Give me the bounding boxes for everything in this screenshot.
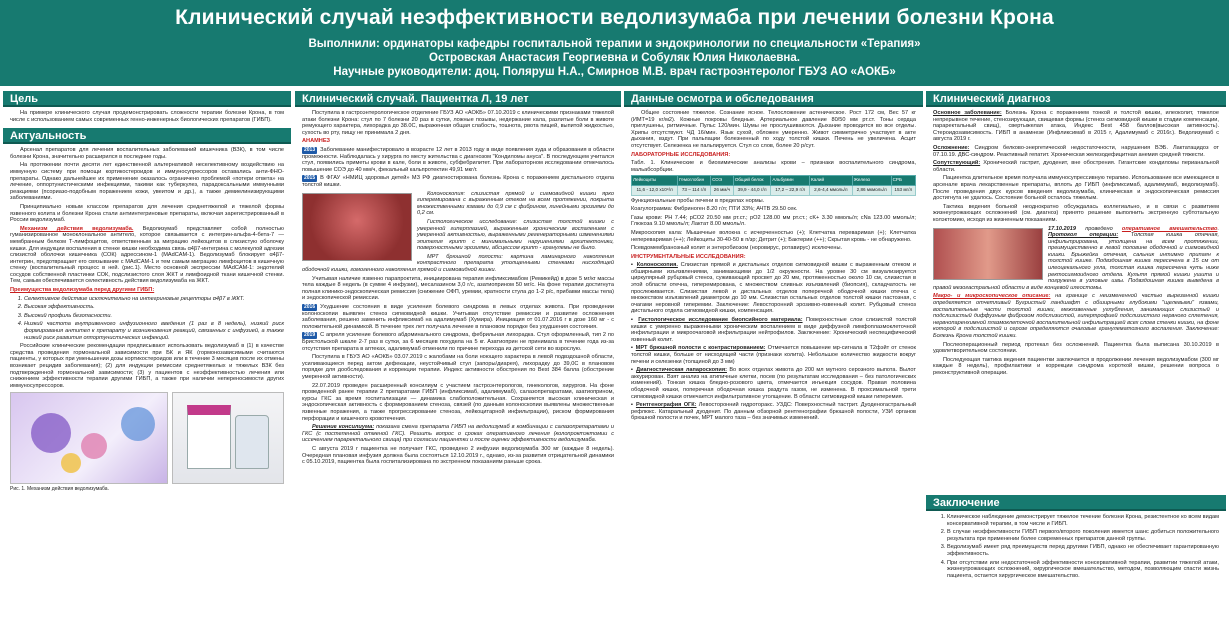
year-badge: 2019 xyxy=(304,332,316,339)
exam-p2: Функциональные пробы печени в пределах нормы. xyxy=(631,197,765,204)
authors-names: Островская Анастасия Георгиевна и Собуляк Юлия Николаевна. xyxy=(429,52,800,64)
laparoscopy-block: ▪ Диагностическая лапароскопия: Во всех отделах живота до 200 мл мутного серозного выпота. Вылот аккурирован. Взят анализ на атипичные клетки, посев (по результатам исследования – без патологических изменений). Тонкая кишка бледно-розового цвета, отмечается инъекция сосудов. Правая половина ободочной кишки, поперечная ободочная кишка раздута газом, не изменена. В проксимальной трети сигмовидной кишки отмечается инфильтративное утолщение. В области сигмовидной кишки гиперемия. xyxy=(631,367,916,400)
table-header: Гемоглобин xyxy=(678,176,711,186)
anamnesis-2019-text: С апреля усиление болевого абдоминального синдрома, фебрильная лихорадка. Стул оформленный, тип 2 по Бристольской шкале 2-7 раз в сутки, за 6 месяцев похудела на 5 кг. Азатиоприн не принимала в течение года из-за отсутствия препарата в аптеках, адалимумаб отменили по причине перехода из детской сети во взрослую. xyxy=(302,332,614,352)
main-disease-text: Болезнь Крона с поражением тонкой и толстой кишки, илеоколит, тяжелое непрерывное течение, стенозирующая, свищевая формы (стеноз сигмовидной кишки в стадии компенсации, параректальный свищ), свертыжелая атака, Индекс Best 458 баллов(высокая активность). Стероидозависимость. ГИБП в анамнезе (Инфликсимаб в 2015 г, Адалимумаб с 2016г.). Ведолизумаб с августа 2019 г. xyxy=(933,110,1219,143)
table-header: Лейкоциты xyxy=(632,176,678,186)
year-badge: 2013 xyxy=(304,146,316,153)
diagnosis-p2: Тактика ведения больной неоднократно обсуждалась коллегиально, и в связи с развитием жизнеугрожающих осложнений (см. диагноз) принято решение выполнить экстренную субтотальную колэктомию, исходя из жизненным показаниям. xyxy=(933,203,1219,223)
advantages-list xyxy=(10,296,284,342)
comorbidity xyxy=(933,160,1219,173)
operation-label: оперативное вмешательство xyxy=(1121,225,1218,232)
laparoscopy-label: Диагностическая лапароскопия: xyxy=(636,367,727,374)
lab-title: ЛАБОРАТОРНЫЕ ИССЛЕДОВАНИЯ: xyxy=(631,151,731,158)
xray-label: Рентгенография ОГК: xyxy=(635,402,697,409)
exam-p3: Коагулограмма: Фибриноген 8.20 г/л; ПТИ 33%; АЧТВ 29.50 сек. xyxy=(631,206,798,213)
relevance-p2: На протяжении почти десяти лет единственной альтернативой неселективному воздействию на иммунную систему при помощи кортикостероидов и иммуносупрессоров оставались анти-ФНО-препараты. Однако дальнейшее их применение оказалось ограничено проблемой «потери ответа» на лечение, оппортунистическими инфекциями, такими как туберкулез, парадоксальными иммунными реакциями (псориазо-подобным поражением кожи, увеитом и др.), а также демиелинизирующими заболеваниями. xyxy=(10,162,284,202)
supervisors-line: Научные руководители: доц. Поляруш Н.А., Смирнов М.В. врач гастроэнтеролог ГБУЗ АО «АОКБ» xyxy=(333,66,896,78)
anamnesis-2013 xyxy=(302,147,614,173)
table-cell: 11,6 - 12,0 х10⁹/л xyxy=(632,185,678,195)
diagnosis-body xyxy=(926,107,1226,495)
year-badge: 2016 xyxy=(304,304,316,311)
list-item: 3. Высокий профиль безопасности. xyxy=(24,313,284,320)
surgery-image xyxy=(933,228,1043,280)
figure-caption: Рис. 1. Механизм действия ведолизумаба. xyxy=(10,486,109,493)
poster-header xyxy=(0,0,1229,86)
mrt-result: Отмечается повышение мр-сигнала в Т2фэйт от стенок толстой кишки, больше от нисходящей части (признаки колита). Небольшое количество жидкости вокруг печени и селезенки (толщиной до 3 мм) xyxy=(631,345,916,365)
anamnesis-2016-text: Ухудшение состояния в виде усиления болевого синдрома в левых отделах живота. При проведении колоноскопии выявлен стеноз сигмовидной кишки. Учитывая отсутствие ремиссии и развитие осложнения заболевания, решено заменить инфликсимаб на адалимумаб (Хумира). Инициация от 01.07.2016 г в дозе 160 мг - с положительной динамикой. В течение трех лет получала лечение в плановом порядке без ухудшения состояния. xyxy=(302,304,614,330)
anamnesis-2015-text: В ФГАУ «НМИЦ здоровья детей» МЗ РФ диагностирована болезнь Крона с поражением дистального отдела толстой кишки. xyxy=(302,175,614,188)
admission-text: Поступила в ГБУЗ АО «АОКБ» 03.07.2019 с жалобами на боли ноющего характера в левой подвздошной области, усиливающиеся перед актом дефекации, неустойчивый стул (запоры/диарея), лихорадку до 39,0С в плановом порядке для дообследования и коррекции терапии. Индекс активности обострения по Best 384 балла (обострение умеренной активности). xyxy=(302,354,614,380)
colonoscopy-text: Колоноскопия: слизистая прямой и сигмовидной кишки ярко гиперемирована с выраженным отеком на всем протяжении, покрыта множественными язвами до 0,9 см с фибрином, линейными эрозиями до 0,2 см. xyxy=(417,190,614,217)
list-item: 1. Клиническое наблюдение демонстрирует тяжелое течение болезни Крона, резистентное ко всем видам консервативной терапии, в том числе и ГИБП. xyxy=(947,514,1219,527)
vedolizumab-course-text: С августа 2019 г пациентка не получает ГКС, проведено 2 инфузии ведолизумаба 300 мг (каждые 8 недель). Очередная плановая инфузия должна была состояться 12.10.2019 г., однако, из-за развития отрицательной динамики с 05.10.2019, пациентка была госпитализирована по экстренном показаниям раньше срока. xyxy=(302,445,614,466)
mechanism-figure xyxy=(10,392,284,484)
lab-table xyxy=(631,175,916,195)
diagnosis-p4: Последующая тактика ведения пациентки заключается в продолжении лечения ведолизумабом (300 мг каждые 8 недель), профилактики и коррекции синдрома короткой кишки, решении вопроса о реконструктивной операции. xyxy=(933,356,1219,376)
case-body xyxy=(295,107,621,471)
exam-p6: Псевдомембранозный колит и энтеробиозом (норовирус, ротавирус) исключены. xyxy=(631,245,843,252)
column-left xyxy=(3,91,291,615)
conclusion-list xyxy=(933,514,1219,579)
table-row xyxy=(632,185,916,195)
council-text: 22.07.2019 проведен расширенный консилиум с участием гастроэнтерологов, гинекологов, хирургов. На фоне проведенной ранее терапии 2 препаратами ГИБП (инфликсимаб, адалимумаб), салазопрепаратами, азатиоприном, курсы ГКС за время госпитализации — динамика слабоположительная. Сохраняется высокая клиническая и эндоскопическая активность с формированием стеноза, связей (по данным колоноскопии выявлены множественные язвенные поражения, а также прогрессирование стеноза, лейкоцитарной инфильтрации), риском формирования перфорации и кишечного кровотечения. xyxy=(302,382,614,422)
xray-result: Левосторонний гидроторакс. УЗДС: Поверхностный тастрит. Дуоденогастральный рефлюкс. Катаральный дуоденит. По данным обзорной рентгенографии брюшной полости, УЗИ органов брюшной полости и почек, МРТ малого таза – без значимых изменений. xyxy=(631,402,916,422)
table-cell: 2,6-4,4 ммоль/л xyxy=(809,185,852,195)
anamnesis-title: АНАМНЕЗ xyxy=(302,138,331,145)
table-header: СОЭ xyxy=(711,176,734,186)
relevance-p3: Принципиально новым классом препаратов для лечения среднетяжелой и тяжелой формы язвенного колита и болезни Крона стали антиинтегриновые препараты, включая зарегистрированный в России ведолизумаб. xyxy=(10,203,284,224)
table-header: Общий белок xyxy=(733,176,770,186)
table-cell: 153 мг/л xyxy=(891,185,915,195)
colonoscopy-result: Слизистая прямой и дистальных отделов сигмовидной кишки с выраженным отеком и обширными изъязвлениями, занимающими до 1/2 окружности. На уровне 30 см визуализируется циркулярный рубцовый стеноз, суживающий просвет до 20 мм, протяженностью около 10 см, слизистая в этой области отечна, гиперемирована, с множеством сливных изъязвлений (биопсия), складчатость не прослеживается. Слизистая левой и дистальных отделов поперечной ободочной кишки отечна с множеством изъязвлений диаметром до 10 мм. Слизистая остальных отделов толстой кишки пастозная, с очагами неровной гиперемии. Заключение: Левосторонний эрозивно-язвенный колит. Рубцовый стеноз дистального отдела сигмовидной кишки, компенсация. xyxy=(631,262,916,315)
mechanism-label: Механизм действия ведолизумаба. xyxy=(20,225,134,232)
diagnosis-p1: Пациентка длительное время получала иммуносупрессивную терапию. Использование все имеющиеся в арсенале врача лекарственные препараты, вплоть до ГИБП (инфликсимаб, адалимумаб, ведолизумаб). После проведения двух курсов введения ведолизумаба, клиническая и эндоскопическая ремиссия достигнута не удалось. Состояние больной осталось тяжелым. xyxy=(933,175,1219,202)
operation-date: 17.10.2019 xyxy=(1048,225,1076,232)
table-cell: 17,2 – 22,9 г/л xyxy=(771,185,810,195)
relevance-p4: Российские клинические рекомендации предписывают использовать ведолизумаб в (1) в качестве средства проведения гормональной зависимости при БК и ЯК (гормонозависимыми считаются пациенты, у которых при уменьшении дозы кортикостероидов или в течение 3 месяцев после их отмены возникает рецидив заболевания); (2) для индукции ремиссии среднетяжелых и тяжелых ВЗК без подтвержденной гормональной зависимости; (3) у пациентов с неэффективностью лечения или снижением эффективности терапии другими ГИБП, а также при наличии непереносимости других иммуносупрессоров. xyxy=(10,343,284,389)
histology-text: Гистологическое исследование: слизистая толстой кишки с умеренной гиперплазией, выраженным хроническим воспалением с умеренной активностью, выраженными регенераторными изменениями эпителия крипт с минимальными нарушениями архитектоники, поверхностными эрозиями, абсцессом крипт - гранулемы не было. xyxy=(417,218,614,252)
table-cell: 73 – 114 г/л xyxy=(678,185,711,195)
exam-p1: Общее состояние тяжелое. Сознание ясное. Телосложение астеническое. Рост 172 см, Вес 57 кг (ИМТ=19 кг/м2). Кожные покровы бледные. Артериальное давление 80/50 мм рт.ст. Тоны сердца приглушены, ритмичные. Пульс 120/мин. Шумы не прослушиваются. Дыхание проводится во все отделы. Хрипы отсутствуют. ЧД 16/мин. Язык сухой, обложен умеренно. Живот симметрично участвует в акте дыхания, вздут. При пальпации болезненный по ходу толстой кишки. Печень не увеличена. Асцит отсутствует. Селезенка не пальпируется. Стул со слов, более 20 р/сут. xyxy=(631,110,916,149)
operation-protocol-text: Толстая кишка отечная, инфильтрирована, утолщена на всем протяжении, преимущественно в левой половине ободочной и сигмовидной кишки. Брыжейка отечная, сальник интимно припаян к толстой кишке. Подвздошная кишка пересечена в 15 см от илеоцекального угла, толстая кишка пересечена чуть ниже ректосигмоидного отдела. Культя прямой кишки ушита и погружена в узловые швы. Подвздошная кишка выведена в правой мезогастральной области в виде концевой илеостомы. xyxy=(933,232,1219,291)
colonoscopy-block: ▪ Колоноскопия. Слизистая прямой и дистальных отделов сигмовидной кишки с выраженным отеком и обширными изъязвлениями, занимающими до 1/2 окружности. На уровне 30 см визуализируется циркулярный рубцовый стеноз, суживающий просвет до 20 мм, протяженностью около 10 см, слизистая в этой области отечна, гиперемирована, с множеством сливных изъязвлений (биопсия), складчатость не прослеживается. Слизистая левой и дистальных отделов поперечной ободочной кишки отечна с множеством изъязвлений диаметром до 10 мм. Слизистая остальных отделов толстой кишки пастозная, с очагами неровной гиперемии. Заключение: Левосторонний эрозивно-язвенный колит. Рубцовый стеноз дистального отдела сигмовидной кишки, компенсация. xyxy=(631,262,916,315)
mrt-text: МРТ брюшной полости: картина ламинарного накопления контрастного препарата утолщенными стенками нисходящей ободочной кишки, гомогенного накопления прямой и сигмовидной кишки. xyxy=(302,253,614,274)
colonoscopy-label: Колоноскопия. xyxy=(636,262,678,269)
goal-title: Цель xyxy=(3,91,291,107)
table-header-row xyxy=(632,176,916,186)
list-item: 4. При отсутствии или недостаточной эффективности консервативной терапии, развитии тяжелой атаки, жизнеугрожающих осложнений, хирургическое вмешательство, методом, позволяющим спасти жизнь пациента, остается хирургическое вмешательство. xyxy=(947,560,1219,580)
table-caption: Табл. 1. Клинические и биохимические анализы крови – признаки воспалительного синдрома, мальабсорбции. xyxy=(631,160,916,173)
column-exam xyxy=(624,91,923,615)
decision-label: Решение консилиума: xyxy=(312,424,375,431)
table-cell: 2,86 мкмоль/л xyxy=(852,185,891,195)
diagnosis-title: Клинический диагноз xyxy=(926,91,1226,107)
list-item: 1. Селективное действие исключительно на интегриновые рецепторы α4β7 в ЖКТ. xyxy=(24,296,284,303)
instr-title: ИНСТРУМЕНТАЛЬНЫЕ ИССЛЕДОВАНИЯ: xyxy=(631,253,746,260)
relevance-title: Актуальность xyxy=(3,128,291,144)
anamnesis-2013-text: Заболевание манифестировало в возрасте 12 лет в 2013 году в виде появления зуда и образования в области промежности. Наблюдалась у хирурга по месту жительства с диагнозом "Кондиломы ануса". В последующем учитался стул, появились приметы крови в кале, боли в животе, субфебрилитет. При лабораторном исследовании отмечалось повышение СОЭ до 40 мм/ч, фекальный кальпротектин 49,91 мкг/г. xyxy=(302,146,614,173)
main-disease xyxy=(933,110,1219,143)
mechanism-illustration xyxy=(10,392,168,484)
advantages-title: Преимущества ведолизумаба перед другими ГИБП: xyxy=(10,287,155,294)
list-item: 2. В случае неэффективности ГИБП первого/второго поколения имеется шанс добиться положительного результата при применении более современных препаратов данной группы. xyxy=(947,529,1219,542)
therapy-text: Учитывая наличие язвенно парапроктита, инициирована терапия инфликсимабом (Ремикейд) в дозе 5 мг/кг массы тела каждые 8 недель (в сумме 4 инфузии), месалазином 3,0 г/с, азатиоприном 50 мг/с. На фоне терапии достигнута полная клинико-эндоскопическая ремиссия (снижение ОФП, уремии, кратности стула до 1-2 р/с, прибавки массы тела) и эндоскопической ремиссии. xyxy=(302,275,614,302)
anamnesis-2019 xyxy=(302,332,614,352)
macro-label: Макро- и микроскопическое описание: xyxy=(933,293,1051,300)
table-cell: 39,9 - 44,0 г/л xyxy=(733,185,770,195)
mrt-block: ▪ МРТ брюшной полости с контрастированием: Отмечается повышение мр-сигнала в Т2фэйт от стенок толстой кишки, больше от нисходящей части (признаки колита). Небольшое количество жидкости вокруг печени и селезенки (толщиной до 3 мм) xyxy=(631,345,916,365)
list-item: 3. Ведолизумаб имеет ряд преимуществ перед другими ГИБП, однако не обеспечивает гарантированную эффективность. xyxy=(947,544,1219,557)
exam-p4: Газы крови: РН 7.44; рСО2 20.50 мм рт.ст.; рО2 128.00 мм рт.ст.; cK+ 3.30 ммоль/л; cNa 123.00 ммоль/л; Глюкоза 9.10 ммоль/л; Лактат 8.00 ммоль/л. xyxy=(631,214,916,228)
table-header: СРБ xyxy=(891,176,915,186)
relevance-body xyxy=(3,144,291,496)
complication-label: Осложнение: xyxy=(933,144,970,151)
goal-text: На примере клинического случая продемонстрировать сложности терапии болезни Крона, в том числе с использованием самых современных генно-инженерных биологических препаратов (ГИБП). xyxy=(10,110,284,123)
poster-title: Клинический случай неэффективности ведолизумаба при лечении болезни Крона xyxy=(175,6,1054,29)
histology-result: Поверхностные слои слизистой толстой кишки с умеренно выраженными хроническим воспалением в виде диффузной лимфоплазмоклеточной инфильтрации и микроочаговой инфильтрации нейтрофилов. Заключение: Хронический неспецифический язвенный колит. xyxy=(631,317,916,343)
conclusion-body xyxy=(926,511,1226,584)
mrt-label: МРТ брюшной полости с контрастированием: xyxy=(635,345,766,352)
anamnesis-2016 xyxy=(302,304,614,330)
histology-block: ▪ Гистологическое исследование биопсийного материала: Поверхностные слои слизистой толстой кишки с умеренно выраженными хроническим воспалением в виде диффузной лимфоплазмоклеточной инфильтрации и микроочаговой инфильтрации нейтрофилов. Заключение: Хронический неспецифический язвенный колит. xyxy=(631,317,916,343)
laparoscopy-result: Во всех отделах живота до 200 мл мутного серозного выпота. Вылот аккурирован. Взят анализ на атипичные клетки, посев (по результатам исследования – без патологических изменений). Тонкая кишка бледно-розового цвета, отмечается инъекция сосудов. Правая половина ободочной кишки, поперечная ободочная кишка раздута газом, не изменена. В проксимальной трети сигмовидной кишки отмечается инфильтративное утолщение. В области сигмовидной кишки гиперемия. xyxy=(631,367,916,400)
comorbidity-label: Сопутствующий: xyxy=(933,160,981,167)
authors-line: Выполнили: ординаторы кафедры госпитальной терапии и эндокринологии по специальности «Терапия» xyxy=(308,38,921,50)
complication xyxy=(933,145,1219,158)
table-cell: 26 мм/ч xyxy=(711,185,734,195)
decision-text: показана смена препарата ГИБП на ведолизумаб в комбинации с салазопрепаратами и ГКС (с постепенной отменой ГКС). Решить вопрос о сроках оперативного лечения (колопроктэктомии с иссечением параректального свища) при согласии пациентки и после оценки эффективности ведолизумаба. xyxy=(302,424,614,444)
table-header: Калий xyxy=(809,176,852,186)
mechanism-paragraph xyxy=(10,226,284,285)
histology-label: Гистологическое исследование биопсийного материала: xyxy=(638,317,803,324)
year-badge: 2015 xyxy=(304,175,316,182)
drug-package-image xyxy=(172,392,284,484)
macro-text: на границе с неизмененной частью вырезанной кишки определяется отчетливый Бугристый ландшафт с обширными глубокими "щелевыми" язвами, воспалительные части толстой кишки, межязвенные углубления, занимающих слизистый и подслизистый диффузным фиброзом подслизистой, гипертрофией подслизистого нервного сплетения, нервнопаренхимной плазмоклеточной воспалительной инфильтрацией всех слоев стенки кишки, на фоне которой в подслизистой и серозе определяются очаговые гранулематозного воспаления. Заключение: Болезнь Крона толстой кишки. xyxy=(933,293,1219,339)
list-item: 2. Высокая эффективность. xyxy=(24,304,284,311)
decision-paragraph xyxy=(302,424,614,444)
list-item: 4. Низкий частота внутривенного инфузионного введения (1 раз в 8 недель), низкий риск формирования антител к препарату и возникновения реакций, связанных с инфузией, а также низкий риск развития оппортунистических инфекций. xyxy=(24,321,284,341)
comorbidity-text: Хронический гастрит, дуоденит, вне обострения. Гигантские кондиломы перианальной области. xyxy=(933,160,1219,173)
column-diagnosis xyxy=(926,91,1226,615)
operation-paragraph: 17.10.2019 проведено оперативное вмешательство. Протокол операции: Толстая кишка отечная, инфильтрирована, утолщена на всем протяжении, преимущественно в левой половине ободочной и сигмовидной кишки. Брыжейка отечная, сальник интимно припаян к толстой кишке. Подвздошная кишка пересечена в 15 см от илеоцекального угла, толстая кишка пересечена чуть ниже ректосигмоидного отдела. Культя прямой кишки ушита и погружена в узловые швы. Подвздошная кишка выведена в правой мезогастральной области в виде концевой илеостомы. xyxy=(933,225,1220,291)
operation-protocol-label: Протокол операции: xyxy=(1048,232,1119,239)
exam-title: Данные осмотра и обследования xyxy=(624,91,923,107)
complication-text: Синдром белково-энергетической недостаточности, нарушения ВЭБ. Лактатацидоз от 07.10.19. ДВС-синдром. Реактивный гепатит. Хроническая железодефицитная анемия средней тяжести. xyxy=(933,144,1219,158)
mechanism-text: Ведолизумаб представляет собой полностью гуманизированное моноклональное антитело, которое связывается с интегрин-альфа-4-бета-7 — мембранным белком Т-лимфоцитов, ответственным за миграцию лейкоцитов в слизистую оболочку кишки. Для индукции воспаления в стенке кишки необходима связь α4β7-интегрина с молекулой адгезии слизистой оболочки кишечника (СОК) адрессином-1 (MAdCAM-1). Ведолизумаб блокирует α4β7-интегрин, предотвращает его связывание с MAdCAM-1 и тем самым миграцию лимфоцитов в кишечную стенку (воспалительный процесс в ней. (рис.1). Место основной экспрессии MAdCAM-1: эндотелий сосудов собственной пластинки СОК, подслизистого слоя ЖКТ и лимфоидной ткани кишечной стенки. Тем, самым обеспечивается селективность действия ведолизумаба на ЖКТ. xyxy=(10,225,284,285)
anamnesis-2015 xyxy=(302,175,614,188)
case-intro: Поступила в гастроэнтерологическое отделение ГБУЗ АО «АОКБ» 07.10.2019 с клиническими признаками тяжелой атаки болезни Крона: стул по 7 болезни 20 раз в сутки, ложные позывы, недержание кала, разлитые боли в животе ремующего характера, лихорадка до 38.0С, выраженная общая слабость, тошнота, рвота пищей, выпитой жидкостью, сухость во рту, пищу не принимала 2 дня. xyxy=(302,110,614,136)
goal-body xyxy=(3,107,291,128)
conclusion-title: Заключение xyxy=(926,495,1226,511)
exam-p5: Микроскопия кала: Мышечные волокна с исчерченностью (+); Клетчатка переваримая (+); Клетчатка непереваримая (++); Лейкоциты 30-40-50 в п/зр; Детрит (+); Бактерии (++); Скрытая кровь - не обнаружено. xyxy=(631,229,916,243)
main-disease-label: Основное заболевание: xyxy=(933,110,1002,116)
macro-paragraph xyxy=(933,293,1219,339)
case-title: Клинический случай. Пациентка Л, 19 лет xyxy=(295,91,621,107)
relevance-p1: Арсенал препаратов для лечения воспалительных заболеваний кишечника (ВЗК), в том числе болезни Крона, значительно расширился в последние годы. xyxy=(10,147,284,160)
exam-body xyxy=(624,107,923,427)
column-case xyxy=(295,91,621,615)
diagnosis-p3: Послеоперационный период протекал без осложнений. Пациентка была выписана 30.10.2019 в удовлетворительном состоянии. xyxy=(933,341,1219,355)
table-header: Альбумин xyxy=(771,176,810,186)
table-header: Железо xyxy=(852,176,891,186)
colonoscopy-image xyxy=(302,193,412,261)
xray-block: ▪ Рентгенография ОГК: Левосторонний гидроторакс. УЗДС: Поверхностный тастрит. Дуоденогастральный рефлюкс. Катаральный дуоденит. По данным обзорной рентгенографии брюшной полости, УЗИ органов брюшной полости и почек, МРТ малого таза – без значимых изменений. xyxy=(631,402,916,422)
operation-done: проведено xyxy=(1085,225,1113,232)
